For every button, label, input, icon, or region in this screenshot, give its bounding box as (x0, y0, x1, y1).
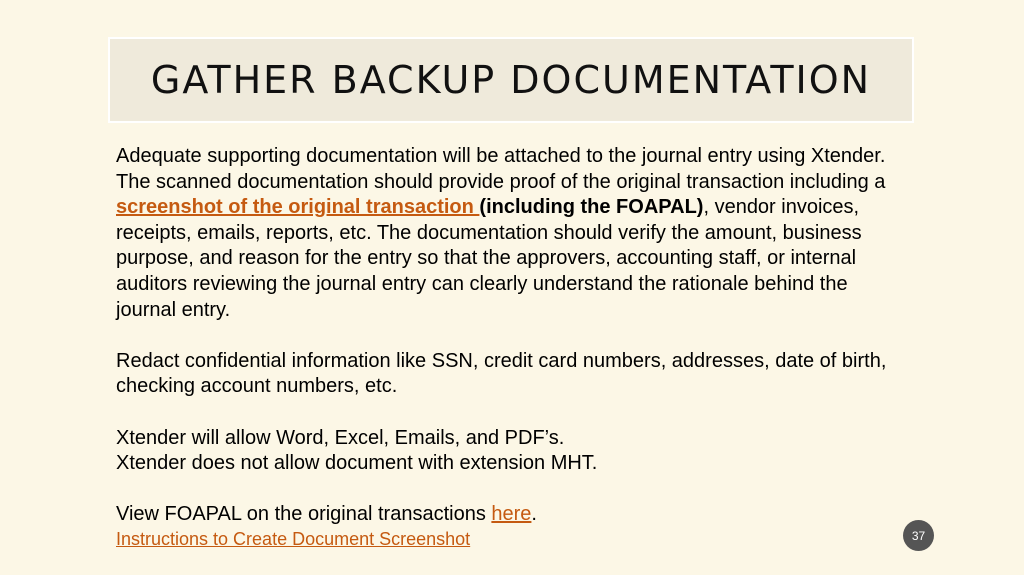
page-number-badge: 37 (903, 520, 934, 551)
paragraph-documentation (116, 144, 906, 323)
slide-title: GATHER BACKUP DOCUMENTATION (150, 58, 872, 102)
here-link[interactable]: here (491, 503, 532, 526)
spacer (116, 400, 906, 426)
paragraph-redact: Redact confidential information like SSN, credit card numbers, addresses, date of birth, checking account numbers, etc. (116, 349, 887, 398)
paragraph-view-foapal (116, 502, 906, 528)
xtender-disallow-line: Xtender does not allow document with extension MHT. (116, 452, 598, 475)
paragraph-text-a: Adequate supporting documentation will be attached to the journal entry using Xtender. The scanned documentation should provide proof of the original transaction including a (116, 145, 886, 193)
paragraph-text-b: , vendor invoices, receipts, emails, reports, etc. The documentation should verify the amount, business purpose, and reason for the entry so that the approvers, accounting staff, or internal auditors reviewing the journal entry can clearly understand the rationale behind the journal entry. (116, 196, 862, 321)
period: . (531, 503, 537, 526)
footer-link-line (116, 528, 906, 550)
screenshot-link[interactable]: screenshot of the original transaction (116, 196, 480, 219)
title-box (108, 37, 914, 123)
spacer (116, 477, 906, 503)
view-foapal-text: View FOAPAL on the original transactions (116, 503, 492, 526)
slide-content (116, 144, 906, 550)
xtender-allow-line: Xtender will allow Word, Excel, Emails, and PDF’s. (116, 426, 565, 449)
foapal-bold-text: (including the FOAPAL) (479, 196, 704, 219)
spacer (116, 323, 906, 349)
instructions-link[interactable]: Instructions to Create Document Screenshot (116, 528, 471, 549)
